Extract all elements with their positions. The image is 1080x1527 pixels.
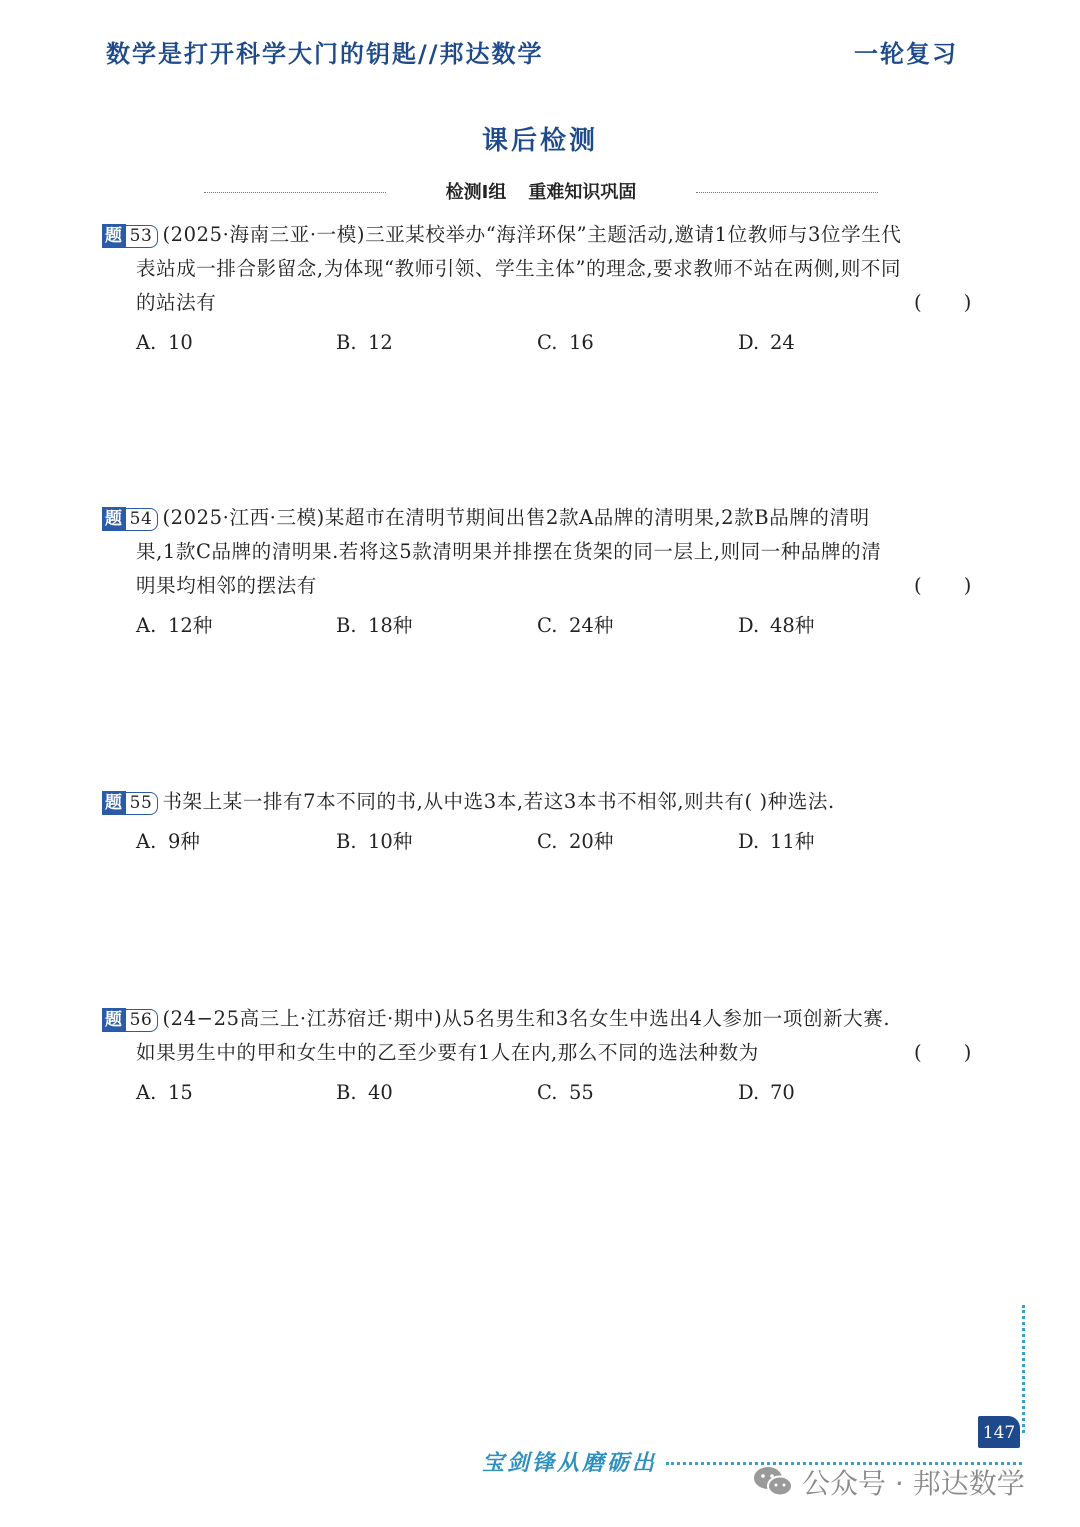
watermark xyxy=(752,1462,1025,1502)
option-c xyxy=(537,825,613,859)
answer-blank xyxy=(914,1036,972,1070)
option-letter: D. xyxy=(738,614,760,637)
option-text: 9种 xyxy=(168,830,200,853)
option-b xyxy=(336,1076,393,1110)
answer-blank xyxy=(914,286,972,320)
subtitle-row xyxy=(204,178,878,202)
question-line xyxy=(102,286,972,320)
question-line xyxy=(102,569,972,603)
option-letter: A. xyxy=(136,614,157,637)
question-line xyxy=(102,252,972,286)
question-54 xyxy=(102,501,972,649)
option-letter: C. xyxy=(537,1081,558,1104)
option-letter: D. xyxy=(738,331,760,354)
question-line xyxy=(102,785,972,819)
footer-vertical-dots xyxy=(1022,1305,1025,1433)
option-text: 20种 xyxy=(569,830,614,853)
option-letter: D. xyxy=(738,1081,760,1104)
question-tag-label: 题 xyxy=(102,507,126,531)
question-tag xyxy=(102,219,158,253)
question-tag-label: 题 xyxy=(102,791,126,815)
question-text: 如果男生中的甲和女生中的乙至少要有1人在内,那么不同的选法种数为 xyxy=(136,1041,759,1064)
question-number: 56 xyxy=(126,1009,159,1032)
paren-close: ) xyxy=(963,1041,972,1064)
question-tag-label: 题 xyxy=(102,224,126,248)
question-tag xyxy=(102,502,158,536)
question-tag xyxy=(102,1003,158,1037)
paren-close: ) xyxy=(963,291,972,314)
header-section-label: 一轮复习 xyxy=(854,40,958,68)
subtitle-divider-right xyxy=(696,192,878,193)
option-letter: A. xyxy=(136,1081,157,1104)
option-d xyxy=(738,1076,795,1110)
option-text: 24 xyxy=(770,331,795,354)
page-title: 课后检测 xyxy=(481,126,598,156)
option-text: 16 xyxy=(569,331,594,354)
option-b xyxy=(336,825,412,859)
option-text: 40 xyxy=(368,1081,393,1104)
option-d xyxy=(738,825,814,859)
question-55 xyxy=(102,785,972,865)
question-56 xyxy=(102,1002,972,1116)
option-letter: B. xyxy=(336,331,357,354)
option-text: 48种 xyxy=(770,614,815,637)
subtitle-group: 检测Ⅰ组 xyxy=(445,182,507,203)
question-line xyxy=(102,535,972,569)
option-letter: B. xyxy=(336,614,357,637)
question-tag-label: 题 xyxy=(102,1008,126,1032)
option-b xyxy=(336,609,412,643)
question-text: 明果均相邻的摆法有 xyxy=(136,574,317,597)
question-53 xyxy=(102,218,972,366)
subtitle-divider-left xyxy=(204,192,386,193)
option-text: 10 xyxy=(168,331,193,354)
answer-blank xyxy=(914,569,972,603)
option-letter: A. xyxy=(136,830,157,853)
option-text: 10种 xyxy=(368,830,413,853)
option-letter: D. xyxy=(738,830,760,853)
option-text: 70 xyxy=(770,1081,795,1104)
option-text: 24种 xyxy=(569,614,614,637)
option-d xyxy=(738,326,795,360)
paren-open: ( xyxy=(914,291,923,314)
option-b xyxy=(336,326,393,360)
wechat-icon xyxy=(752,1464,794,1500)
header-series-title: 数学是打开科学大门的钥匙//邦达数学 xyxy=(106,40,544,68)
question-text: 果,1款C品牌的清明果.若将这5款清明果并排摆在货架的同一层上,则同一种品牌的清 xyxy=(136,540,882,563)
question-text: 的站法有 xyxy=(136,291,217,314)
option-text: 12种 xyxy=(168,614,213,637)
option-letter: C. xyxy=(537,830,558,853)
question-text: (2025·江西·三模)某超市在清明节期间出售2款A品牌的清明果,2款B品牌的清明 xyxy=(162,506,870,529)
option-c xyxy=(537,326,594,360)
option-text: 55 xyxy=(569,1081,594,1104)
question-line xyxy=(102,1002,972,1036)
footer-motto: 宝剑锋从磨砺出 xyxy=(482,1451,658,1476)
option-text: 15 xyxy=(168,1081,193,1104)
question-text: 表站成一排合影留念,为体现“教师引领、学生主体”的理念,要求教师不站在两侧,则不同 xyxy=(136,257,902,280)
subtitle xyxy=(386,178,696,204)
question-line xyxy=(102,501,972,535)
question-text: 书架上某一排有7本不同的书,从中选3本,若这3本书不相邻,则共有( )种选法. xyxy=(162,790,835,813)
question-text: (24−25高三上·江苏宿迁·期中)从5名男生和3名女生中选出4人参加一项创新大赛. xyxy=(162,1007,891,1030)
option-letter: A. xyxy=(136,331,157,354)
options-row xyxy=(102,825,972,865)
option-letter: B. xyxy=(336,1081,357,1104)
subtitle-topic: 重难知识巩固 xyxy=(528,182,637,203)
option-a xyxy=(136,825,200,859)
option-text: 18种 xyxy=(368,614,413,637)
option-letter: B. xyxy=(336,830,357,853)
options-row xyxy=(102,1076,972,1116)
question-line xyxy=(102,1036,972,1070)
option-c xyxy=(537,609,613,643)
option-letter: C. xyxy=(537,614,558,637)
question-line xyxy=(102,218,972,252)
option-d xyxy=(738,609,814,643)
question-number: 54 xyxy=(126,508,159,531)
paren-close: ) xyxy=(963,574,972,597)
option-text: 11种 xyxy=(770,830,815,853)
page-number: 147 xyxy=(978,1416,1020,1448)
question-text: (2025·海南三亚·一模)三亚某校举办“海洋环保”主题活动,邀请1位教师与3位学生代 xyxy=(162,223,902,246)
paren-open: ( xyxy=(914,574,923,597)
option-text: 12 xyxy=(368,331,393,354)
option-a xyxy=(136,1076,193,1110)
question-number: 55 xyxy=(126,792,159,815)
option-letter: C. xyxy=(537,331,558,354)
paren-open: ( xyxy=(914,1041,923,1064)
options-row xyxy=(102,609,972,649)
options-row xyxy=(102,326,972,366)
option-a xyxy=(136,609,212,643)
watermark-text: 公众号 · 邦达数学 xyxy=(802,1467,1025,1500)
question-number: 53 xyxy=(126,225,159,248)
option-a xyxy=(136,326,193,360)
question-tag xyxy=(102,786,158,820)
option-c xyxy=(537,1076,594,1110)
